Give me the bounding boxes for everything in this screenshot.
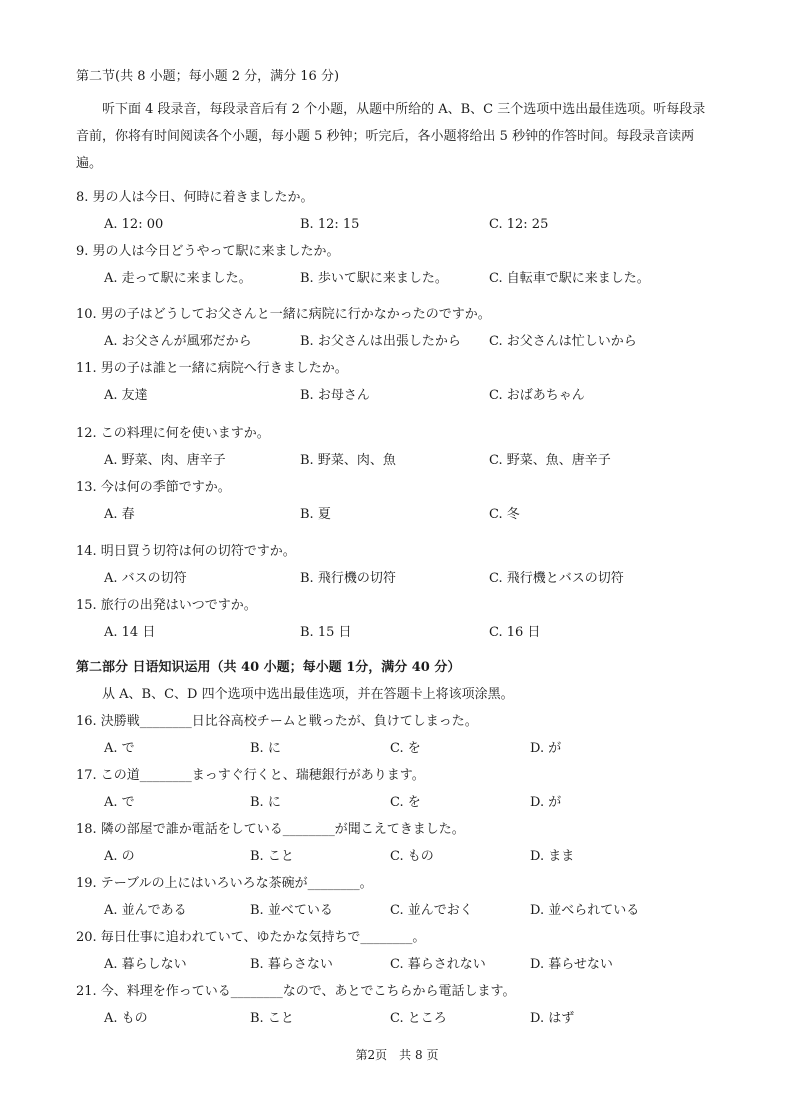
option-c: C. 12: 25: [489, 217, 549, 232]
option-b: B. 12: 15: [300, 217, 360, 232]
question-stem: 18. 隣の部屋で誰か電話をしている________が聞こえてきました。: [76, 822, 465, 837]
question-stem: 14. 明日買う切符は何の切符ですか。: [76, 544, 296, 559]
question-stem: 19. テーブルの上にはいろいろな茶碗が________。: [76, 876, 373, 891]
option-a: A. 野菜、肉、唐辛子: [104, 453, 226, 468]
option-a: A. 春: [104, 507, 135, 522]
option-a: A. もの: [104, 1011, 148, 1026]
option-c: C. 自転車で駅に来ました。: [489, 271, 650, 286]
option-b: B. お父さんは出張したから: [300, 334, 461, 349]
option-c: C. ところ: [390, 1011, 447, 1026]
option-c: C. 16 日: [489, 625, 541, 640]
option-a: A. 暮らしない: [104, 957, 187, 972]
question-stem: 13. 今は何の季節ですか。: [76, 480, 231, 495]
option-c: C. お父さんは忙しいから: [489, 334, 637, 349]
option-c: C. 暮らされない: [390, 957, 486, 972]
question-stem: 21. 今、料理を作っている________なので、あとでこちらから電話します。: [76, 984, 516, 999]
option-a: A. お父さんが風邪だから: [104, 334, 252, 349]
section2-instructions: 听下面 4 段录音，每段录音后有 2 个小题，从题中所给的 A、B、C 三个选项中选出最佳选项。听每段录音前，你将有时间阅读各个小题，每小题 5 秒钟；听完后，各小题将给出 5 秒钟的作答时间。每段录音读两遍。: [76, 102, 706, 171]
option-a: A. の: [104, 849, 135, 864]
option-b: B. こと: [250, 849, 294, 864]
option-a: A. 走って駅に来ました。: [104, 271, 252, 286]
question-stem: 17. この道________まっすぐ行くと、瑞穂銀行があります。: [76, 768, 425, 783]
question-stem: 16. 決勝戦________日比谷高校チームと戦ったが、負けてしまった。: [76, 714, 478, 729]
question-stem: 20. 毎日仕事に追われていて、ゆたかな気持ちで________。: [76, 930, 426, 945]
question-stem: 12. この料理に何を使いますか。: [76, 426, 270, 441]
option-d: D. が: [530, 795, 562, 810]
part2-instructions: 从 A、B、C、D 四个选项中选出最佳选项，并在答题卡上将该项涂黑。: [102, 687, 514, 702]
option-b: B. 野菜、肉、魚: [300, 453, 396, 468]
part2-header: 第二部分 日语知识运用（共 40 小题；每小题 1分，满分 40 分）: [76, 660, 461, 675]
option-c: C. 並んでおく: [390, 903, 473, 918]
option-c: C. おばあちゃん: [489, 388, 585, 403]
option-b: B. に: [250, 741, 281, 756]
option-a: A. 12: 00: [104, 217, 164, 232]
option-a: A. で: [104, 741, 135, 756]
option-c: C. もの: [390, 849, 434, 864]
option-a: A. 友達: [104, 388, 148, 403]
option-b: B. お母さん: [300, 388, 370, 403]
option-d: D. 並べられている: [530, 903, 640, 918]
option-b: B. 飛行機の切符: [300, 571, 396, 586]
option-b: B. 暮らさない: [250, 957, 333, 972]
option-b: B. 並べている: [250, 903, 333, 918]
question-stem: 15. 旅行の出発はいつですか。: [76, 598, 257, 613]
option-b: B. 歩いて駅に来ました。: [300, 271, 448, 286]
option-c: C. 野菜、魚、唐辛子: [489, 453, 611, 468]
option-c: C. を: [390, 741, 421, 756]
option-b: B. に: [250, 795, 281, 810]
option-d: D. 暮らせない: [530, 957, 613, 972]
option-b: B. 15 日: [300, 625, 352, 640]
option-a: A. 並んである: [104, 903, 187, 918]
option-d: D. が: [530, 741, 562, 756]
option-a: A. で: [104, 795, 135, 810]
question-stem: 9. 男の人は今日どうやって駅に来ましたか。: [76, 244, 340, 259]
option-b: B. こと: [250, 1011, 294, 1026]
question-stem: 8. 男の人は今日、何時に着きましたか。: [76, 190, 314, 205]
question-stem: 10. 男の子はどうしてお父さんと一緒に病院に行かなかったのですか。: [76, 307, 491, 322]
option-d: D. はず: [530, 1011, 575, 1026]
page-footer: 第2页 共 8 页: [355, 1048, 439, 1062]
option-a: A. バスの切符: [104, 571, 187, 586]
section2-header: 第二节(共 8 小题；每小题 2 分，满分 16 分): [76, 69, 340, 84]
question-stem: 11. 男の子は誰と一緒に病院へ行きましたか。: [76, 361, 348, 376]
option-c: C. を: [390, 795, 421, 810]
option-a: A. 14 日: [104, 625, 156, 640]
option-d: D. まま: [530, 849, 575, 864]
option-b: B. 夏: [300, 507, 331, 522]
option-c: C. 飛行機とバスの切符: [489, 571, 624, 586]
option-c: C. 冬: [489, 507, 520, 522]
